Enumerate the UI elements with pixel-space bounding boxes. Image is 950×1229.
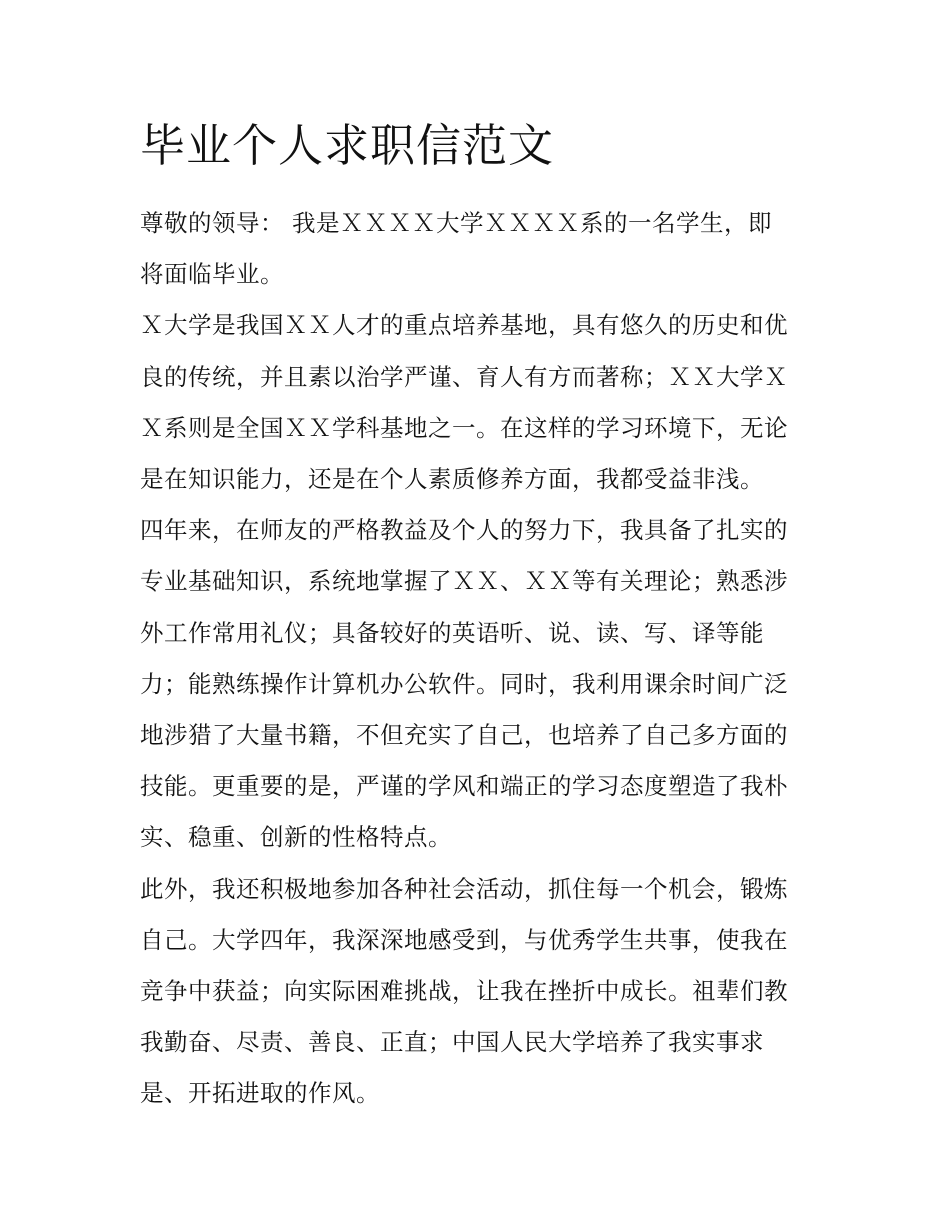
text-line: 是在知识能力，还是在个人素质修养方面，我都受益非浅。 <box>140 465 764 494</box>
text-line: 尊敬的领导： 我是ＸＸＸＸ大学ＸＸＸＸ系的一名学生，即 <box>140 209 772 237</box>
text-line: Ｘ大学是我国ＸＸ人才的重点培养基地，具有悠久的历史和优 <box>140 311 788 340</box>
text-line: 外工作常用礼仪；具备较好的英语听、说、读、写、译等能 <box>140 618 764 647</box>
text-line: 我勤奋、尽责、善良、正直；中国人民大学培养了我实事求 <box>140 1028 764 1057</box>
text-line: 竞争中获益；向实际困难挑战，让我在挫折中成长。祖辈们教 <box>140 977 788 1006</box>
text-line: 将面临毕业。 <box>140 260 284 289</box>
text-line: 此外，我还积极地参加各种社会活动，抓住每一个机会，锻炼 <box>140 874 788 903</box>
text-line: Ｘ系则是全国ＸＸ学科基地之一。在这样的学习环境下，无论 <box>140 413 788 442</box>
text-line: 实、稳重、创新的性格特点。 <box>140 823 452 852</box>
text-line: 良的传统，并且素以治学严谨、育人有方而著称；ＸＸ大学Ｘ <box>140 362 788 391</box>
text-line: 自己。大学四年，我深深地感受到，与优秀学生共事，使我在 <box>140 925 788 954</box>
paragraph-greeting <box>140 198 820 300</box>
text-line: 技能。更重要的是，严谨的学风和端正的学习态度塑造了我朴 <box>140 772 788 801</box>
text-line: 专业基础知识，系统地掌握了ＸＸ、ＸＸ等有关理论；熟悉涉 <box>140 567 788 596</box>
text-line: 力；能熟练操作计算机办公软件。同时，我利用课余时间广泛 <box>140 669 788 698</box>
text-line: 地涉猎了大量书籍，不但充实了自己，也培养了自己多方面的 <box>140 721 788 750</box>
document-title: 毕业个人求职信范文 <box>140 119 555 172</box>
text-line: 四年来，在师友的严格教益及个人的努力下，我具备了扎实的 <box>140 516 788 545</box>
document-body <box>140 112 820 1120</box>
paragraph-skills <box>140 505 820 863</box>
paragraph-activities <box>140 864 820 1120</box>
paragraph-university <box>140 300 820 505</box>
text-line: 是、开拓进取的作风。 <box>140 1079 380 1108</box>
